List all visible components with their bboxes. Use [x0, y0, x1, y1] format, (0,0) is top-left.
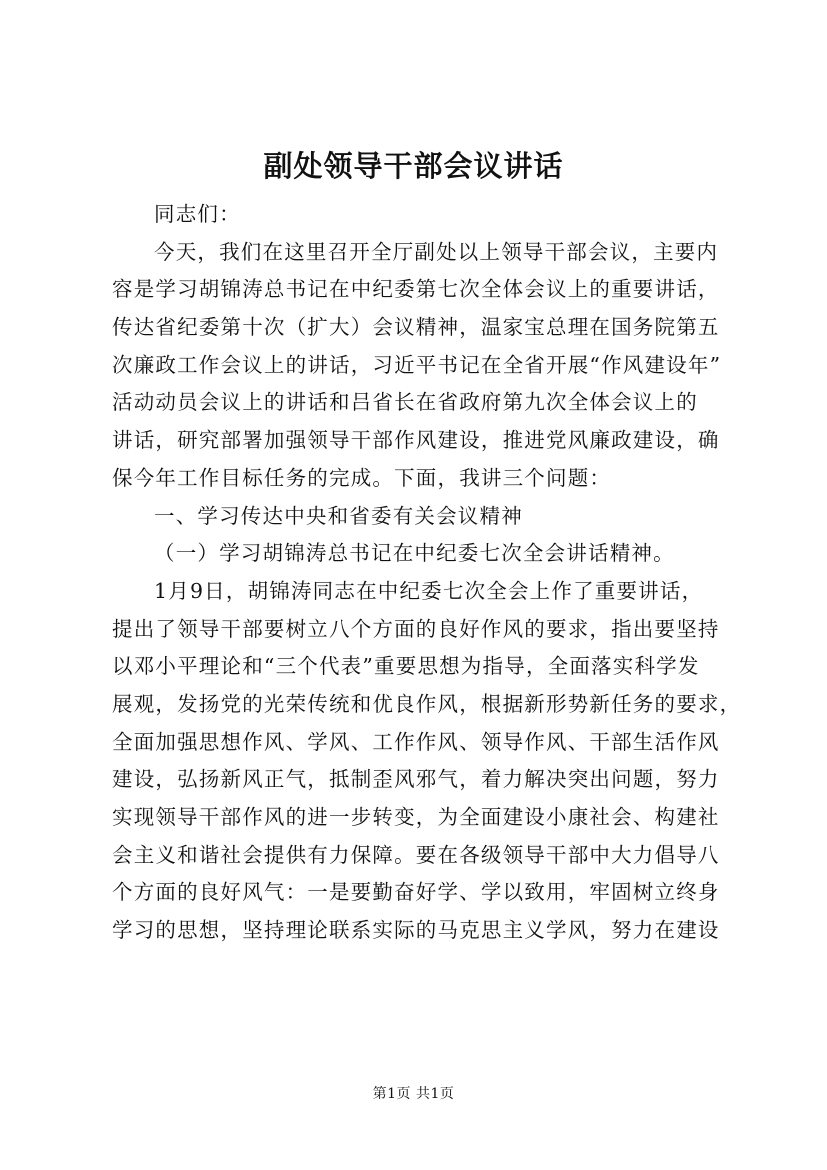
text-line: 个方面的良好风气：一是要勤奋好学、学以致用，牢固树立终身: [112, 880, 720, 905]
text-line: 容是学习胡锦涛总书记在中纪委第七次全体会议上的重要讲话，: [112, 277, 720, 302]
document-title: 副处领导干部会议讲话: [263, 149, 564, 183]
text-line: 1月9日，胡锦涛同志在中纪委七次全会上作了重要讲话，: [154, 578, 704, 603]
text-line: 保今年工作目标任务的完成。下面，我讲三个问题：: [112, 465, 612, 490]
text-line: 全面加强思想作风、学风、工作作风、领导作风、干部生活作风: [112, 729, 720, 754]
text-line: 今天，我们在这里召开全厅副处以上领导干部会议，主要内: [154, 239, 719, 264]
text-line: 讲话，研究部署加强领导干部作风建设，推进党风廉政建设，确: [112, 428, 720, 453]
text-line: 活动动员会议上的讲话和吕省长在省政府第九次全体会议上的: [112, 390, 698, 415]
text-line: 展观，发扬党的光荣传统和优良作风，根据新形势新任务的要求，: [112, 691, 742, 716]
text-line: 传达省纪委第十次（扩大）会议精神，温家宝总理在国务院第五: [112, 315, 720, 340]
text-line: 提出了领导干部要树立八个方面的良好作风的要求，指出要坚持: [112, 616, 720, 641]
text-line: 以邓小平理论和“三个代表”重要思想为指导，全面落实科学发: [112, 654, 700, 679]
text-line: 实现领导干部作风的进一步转变，为全面建设小康社会、构建社: [112, 805, 720, 829]
document-body: [112, 196, 740, 950]
page-footer: 第1页 共1页: [372, 1086, 455, 1102]
text-line: 会主义和谐社会提供有力保障。要在各级领导干部中大力倡导八: [112, 842, 720, 867]
text-line: 一、学习传达中央和省委有关会议精神: [154, 503, 523, 528]
text-line: （一）学习胡锦涛总书记在中纪委七次全会讲话精神。: [154, 541, 675, 566]
text-line: 建设，弘扬新风正气，抵制歪风邪气，着力解决突出问题，努力: [112, 767, 720, 792]
text-line: 次廉政工作会议上的讲话，习近平书记在全省开展“作风建设年”: [112, 352, 722, 377]
text-line: 同志们：: [154, 202, 241, 226]
text-line: 学习的思想，坚持理论联系实际的马克思主义学风，努力在建设: [112, 918, 720, 943]
